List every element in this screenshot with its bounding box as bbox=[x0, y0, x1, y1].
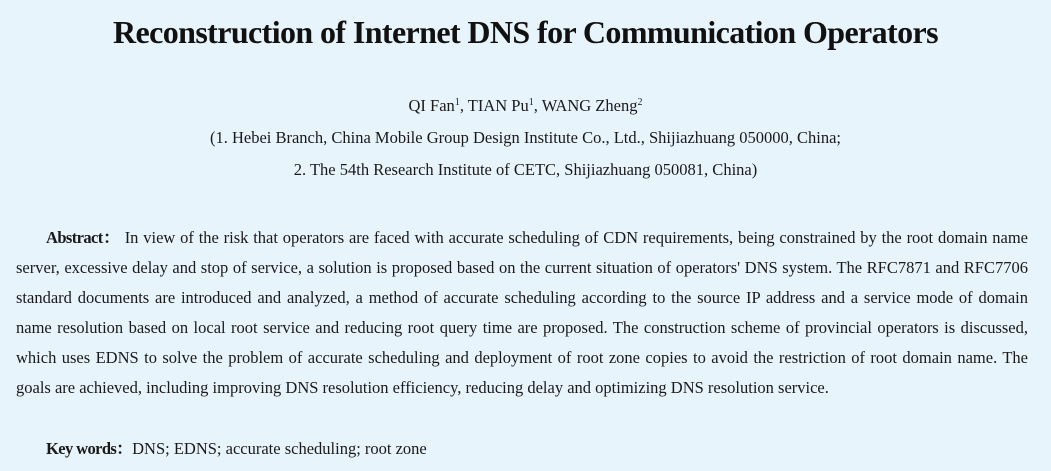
paper-title: Reconstruction of Internet DNS for Communication Operators bbox=[113, 14, 938, 50]
keywords-line bbox=[46, 434, 427, 464]
author-list bbox=[0, 96, 1051, 116]
affiliation-marker: 1 bbox=[528, 97, 534, 108]
affiliation-marker: 2 bbox=[637, 97, 643, 108]
affiliation-marker: 1 bbox=[454, 97, 460, 108]
author-name: TIAN Pu bbox=[467, 96, 529, 115]
affiliation-line: (1. Hebei Branch, China Mobile Group Design Institute Co., Ltd., Shijiazhuang 050000, China; bbox=[209, 128, 842, 147]
author-name: WANG Zheng bbox=[541, 96, 638, 115]
abstract-text: In view of the risk that operators are faced with accurate scheduling of CDN requirements, being constrained by the root domain name server, excessive delay and stop of service, a solution is proposed based on the current situation of operators' DNS system. The RFC7871 and RFC7706 standard documents are introduced and analyzed, a method of accurate scheduling according to the source IP address and a service mode of domain name resolution based on local root service and reducing root query time are proposed. The construction scheme of provincial operators is discussed, which uses EDNS to solve the problem of accurate scheduling and deployment of root zone copies to avoid the restriction of root domain name. The goals are achieved, including improving DNS resolution efficiency, reducing delay and optimizing DNS resolution service. bbox=[16, 228, 1028, 397]
author-name: QI Fan bbox=[408, 96, 455, 115]
author-separator: , bbox=[459, 96, 468, 115]
keywords-label: Key words： bbox=[46, 439, 133, 458]
abstract-paragraph bbox=[16, 223, 1028, 403]
abstract-label: Abstract： bbox=[46, 228, 120, 247]
affiliation-line: 2. The 54th Research Institute of CETC, Shijiazhuang 050081, China) bbox=[293, 160, 758, 179]
keywords-text: DNS; EDNS; accurate scheduling; root zone bbox=[132, 439, 427, 458]
author-separator: , bbox=[533, 96, 542, 115]
